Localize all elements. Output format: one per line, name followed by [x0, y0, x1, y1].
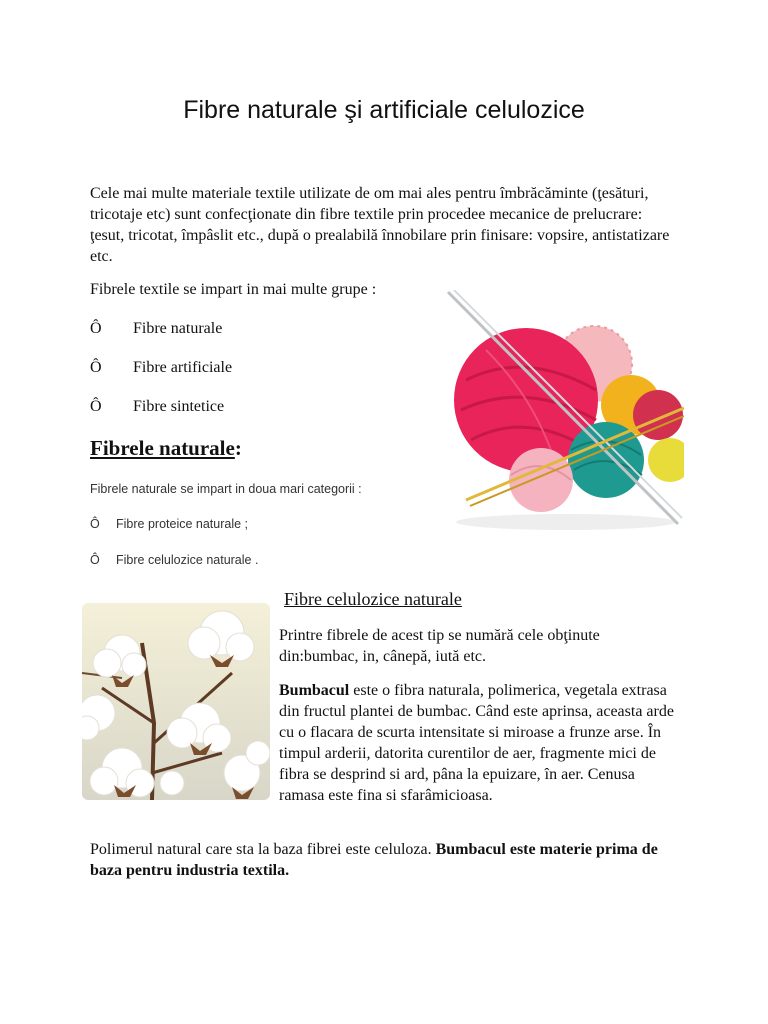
bullet-mark: Ô: [90, 553, 100, 567]
cellulose-fibres-heading: Fibre celulozice naturale: [284, 589, 462, 609]
list-item-label: Fibre proteice naturale ;: [116, 517, 249, 531]
list-item-label: Fibre sintetice: [133, 398, 225, 415]
page-title: Fibre naturale şi artificiale celulozice: [183, 96, 585, 124]
list-item-label: Fibre celulozice naturale .: [116, 553, 259, 567]
groups-intro-text: Fibrele textile se impart in mai multe grupe :: [90, 281, 377, 298]
bullet-mark: Ô: [90, 359, 102, 376]
natural-fibres-heading: [90, 436, 242, 461]
final-text: Polimerul natural care sta la baza fibrei este celuloza.: [90, 841, 436, 858]
bumbac-bold: Bumbacul: [279, 682, 350, 699]
intro-paragraph: Cele mai multe materiale textile utilizate de om mai ales pentru îmbrăcăminte (ţesături, tricotaje etc) sunt confecţionate din fibre textile prin procedee mecanice de prelucrare: ţesut, tricotat, împâslit etc., după o prealabilă înnobilare prin finisare: vopsire, antistatizare etc.: [90, 185, 670, 265]
final-paragraph: [90, 839, 680, 881]
categories-intro-text: Fibrele naturale se impart in doua mari categorii :: [90, 482, 362, 496]
heading-colon: :: [234, 436, 242, 460]
bullet-mark: Ô: [90, 517, 100, 531]
natural-fibres-heading-text: Fibrele naturale: [90, 436, 235, 460]
list-item-label: Fibre naturale: [133, 320, 223, 337]
bullet-mark: Ô: [90, 398, 102, 415]
bumbac-paragraph: [279, 680, 679, 806]
yarn-balls-image: [446, 290, 684, 534]
cotton-plant-image: [82, 603, 270, 800]
final-bold: Bumbacul este materie prima de baza pentru industria textila.: [90, 841, 658, 879]
tip-paragraph: Printre fibrele de acest tip se numără cele obţinute din:bumbac, in, cânepă, iută etc.: [279, 627, 600, 665]
bullet-mark: Ô: [90, 320, 102, 337]
list-item-label: Fibre artificiale: [133, 359, 233, 376]
bumbac-text: este o fibra naturala, polimerica, vegetala extrasa din fructul plantei de bumbac. Când este aprinsa, aceasta arde cu o flacara de scurta intensitate si miroase a frunze arse. În timpul arderii, datorita curentilor de aer, fragmente mici de fibra se desprind si ard, pâna la epuizare, în aer. Cenusa ramasa este fina si sfarâmicioasa.: [279, 682, 674, 804]
